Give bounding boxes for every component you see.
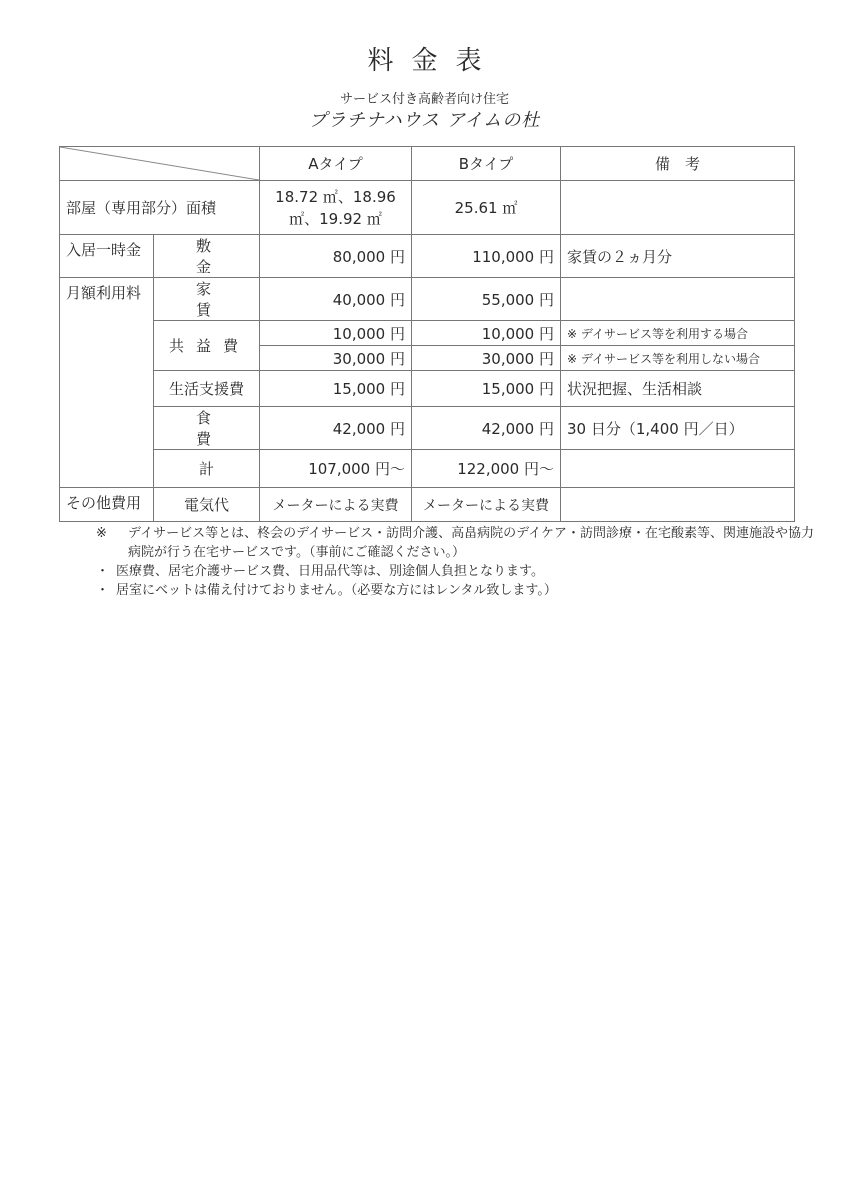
rent-b: 55,000 円 xyxy=(412,278,561,321)
item-rent: 家賃 xyxy=(154,278,260,321)
category-spacer xyxy=(60,346,154,371)
total-b: 122,000 円〜 xyxy=(412,450,561,488)
support-b: 15,000 円 xyxy=(412,371,561,407)
deposit-b: 110,000 円 xyxy=(412,235,561,278)
electricity-a: メーターによる実費 xyxy=(260,488,412,522)
note-text: 居室にベットは備え付けておりません。（必要な方にはレンタル致します。） xyxy=(116,583,557,598)
item-deposit: 敷金 xyxy=(154,235,260,278)
item-support: 生活支援費 xyxy=(154,371,260,407)
fee-table xyxy=(59,146,795,522)
header-remarks: 備 考 xyxy=(561,147,795,181)
category-other: その他費用 xyxy=(60,488,154,522)
rent-row xyxy=(60,278,795,321)
category-spacer xyxy=(60,450,154,488)
header-row xyxy=(60,147,795,181)
diagonal-line xyxy=(60,147,259,180)
category-spacer xyxy=(60,321,154,346)
food-row xyxy=(60,407,795,450)
category-monthly: 月額利用料 xyxy=(60,278,154,321)
food-a: 42,000 円 xyxy=(260,407,412,450)
total-a: 107,000 円〜 xyxy=(260,450,412,488)
category-spacer xyxy=(60,407,154,450)
area-b: 25.61 ㎡ xyxy=(412,181,561,235)
facility-name: プラチナハウス アイムの杜 xyxy=(308,110,541,131)
food-b: 42,000 円 xyxy=(412,407,561,450)
footnotes xyxy=(96,524,816,600)
common-b-1: 10,000 円 xyxy=(412,321,561,346)
area-label: 部屋（専用部分）面積 xyxy=(60,181,260,235)
deposit-remarks: 家賃の２ヵ月分 xyxy=(561,235,795,278)
note-mark: ・ xyxy=(96,564,110,579)
common-b-2: 30,000 円 xyxy=(412,346,561,371)
category-deposit: 入居一時金 xyxy=(60,235,154,278)
support-row xyxy=(60,371,795,407)
deposit-row xyxy=(60,235,795,278)
note-text: デイサービス等とは、柊会のデイサービス・訪問介護、高畠病院のデイケア・訪問診療・在宅酸素等、関連施設や協力病院が行う在宅サービスです。（事前にご確認ください。） xyxy=(128,526,815,560)
electricity-remarks xyxy=(561,488,795,522)
note-text: 医療費、居宅介護サービス費、日用品代等は、別途個人負担となります。 xyxy=(116,564,544,579)
subtitle: サービス付き高齢者向け住宅 xyxy=(339,92,509,107)
item-electricity: 電気代 xyxy=(154,488,260,522)
total-remarks xyxy=(561,450,795,488)
footnote xyxy=(96,524,816,562)
common-row-1 xyxy=(60,321,795,346)
total-row xyxy=(60,450,795,488)
common-a-2: 30,000 円 xyxy=(260,346,412,371)
area-a: 18.72 ㎡、18.96 ㎡、19.92 ㎡ xyxy=(260,181,412,235)
area-remarks xyxy=(561,181,795,235)
rent-remarks xyxy=(561,278,795,321)
category-spacer xyxy=(60,371,154,407)
rent-a: 40,000 円 xyxy=(260,278,412,321)
header-b-type: Bタイプ xyxy=(412,147,561,181)
footnote xyxy=(96,581,816,600)
support-remarks: 状況把握、生活相談 xyxy=(561,371,795,407)
footnote xyxy=(96,562,816,581)
common-a-1: 10,000 円 xyxy=(260,321,412,346)
page-title: 料金表 xyxy=(367,46,500,76)
common-remarks-2: ※ デイサービス等を利用しない場合 xyxy=(561,346,795,371)
header-a-type: Aタイプ xyxy=(260,147,412,181)
note-mark: ※ xyxy=(96,526,107,541)
item-food: 食費 xyxy=(154,407,260,450)
corner-cell xyxy=(60,147,260,181)
common-remarks-1: ※ デイサービス等を利用する場合 xyxy=(561,321,795,346)
item-total: 計 xyxy=(154,450,260,488)
deposit-a: 80,000 円 xyxy=(260,235,412,278)
food-remarks: 30 日分（1,400 円／日） xyxy=(561,407,795,450)
support-a: 15,000 円 xyxy=(260,371,412,407)
area-row xyxy=(60,181,795,235)
other-row xyxy=(60,488,795,522)
note-mark: ・ xyxy=(96,583,110,598)
electricity-b: メーターによる実費 xyxy=(412,488,561,522)
item-common: 共益費 xyxy=(154,321,260,371)
